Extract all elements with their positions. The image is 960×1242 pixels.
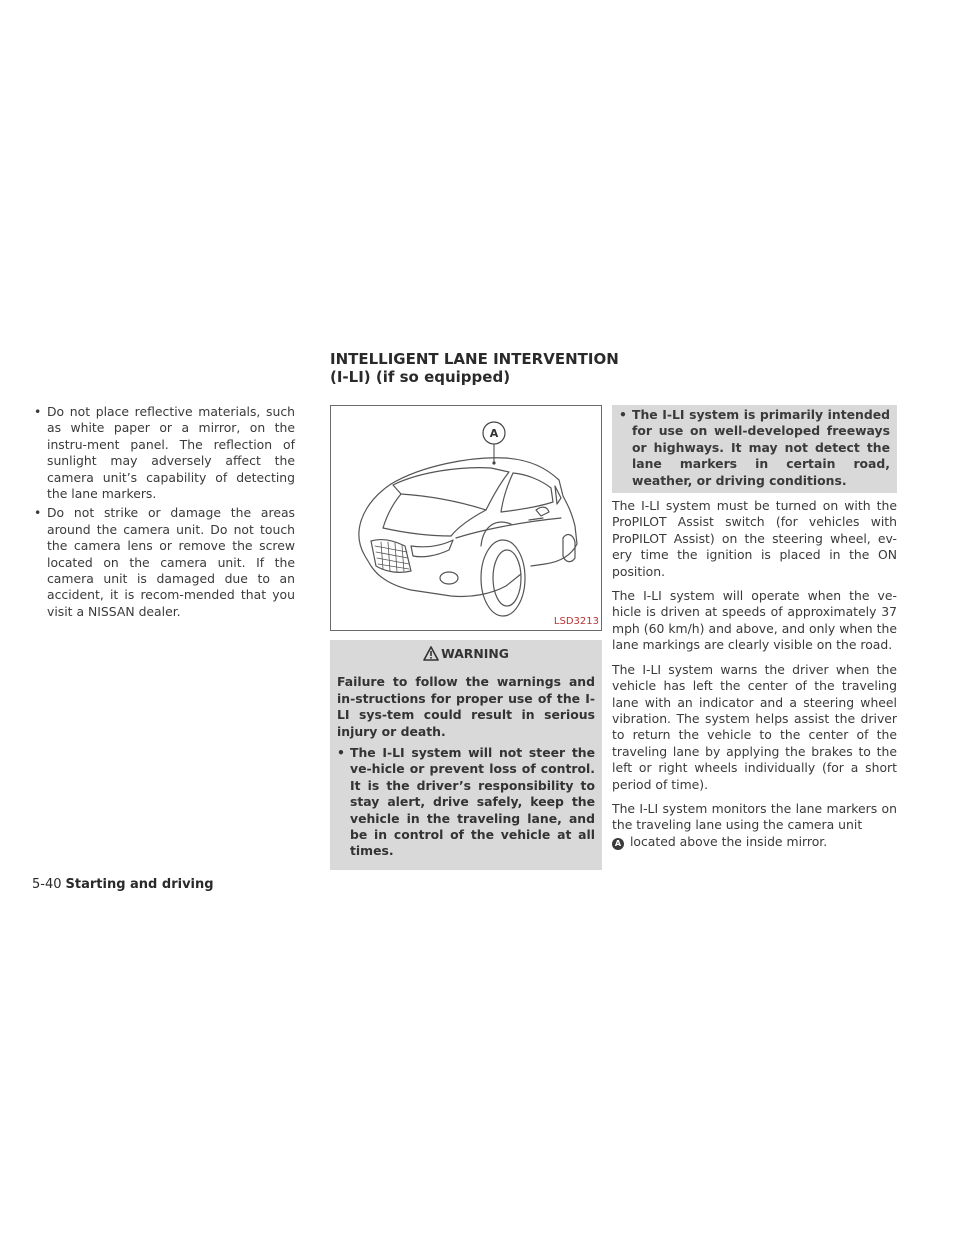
figure-code: LSD3213 xyxy=(553,615,599,627)
warning-bullet: • The I-LI system is primarily intended for use on well-developed freeways or highways. It may not detect the lane markers in certain road, weather, or driving conditions. xyxy=(619,407,890,489)
paragraph: The I-LI system will operate when the ve-hicle is driven at speeds of approximately 37 mph (60 km/h) and above, and only when the lane markings are clearly visible on the road. xyxy=(612,588,897,653)
callout-a-marker: A xyxy=(612,838,624,850)
left-column xyxy=(32,404,295,623)
warning-box-continued xyxy=(612,405,897,493)
warning-box xyxy=(330,640,602,870)
warning-title xyxy=(337,646,595,662)
section-heading-line1: INTELLIGENT LANE INTERVENTION xyxy=(330,350,619,368)
paragraph-text: The I-LI system monitors the lane markers on the traveling lane using the camera unit xyxy=(612,800,897,833)
car-figure xyxy=(330,405,602,631)
paragraph-tail: located above the inside mirror. xyxy=(629,833,828,849)
paragraph: The I-LI system must be turned on with the ProPILOT Assist switch (for vehicles with ProPILOT Assist) on the steering wheel, ev-ery time the ignition is placed in the ON position. xyxy=(612,498,897,579)
page-number: 5-40 xyxy=(32,877,62,892)
bullet-item: • Do not place reflective materials, such as white paper or a mirror, on the instru-ment panel. The reflection of sunlight may adversely affect the camera unit’s capability of detecting the lane markers. xyxy=(32,404,295,502)
section-name: Starting and driving xyxy=(65,877,214,892)
car-illustration xyxy=(331,406,601,630)
section-heading xyxy=(330,350,650,386)
paragraph-last xyxy=(612,801,897,850)
paragraph: The I-LI system warns the driver when the vehicle has left the center of the traveling lane with an indicator and a steering wheel vibration. The system helps assist the driver to return the vehicle to the center of the traveling lane by applying the brakes to the left or right wheels individually (for a short period of time). xyxy=(612,661,897,792)
section-heading-line2: (I-LI) (if so equipped) xyxy=(330,368,511,386)
warning-intro: Failure to follow the warnings and in-structions for proper use of the I-LI sys-tem could result in serious injury or death. xyxy=(337,674,595,739)
warning-title-text: WARNING xyxy=(441,646,509,661)
warning-bullet: • The I-LI system will not steer the ve-hicle or prevent loss of control. It is the driver’s responsibility to stay alert, drive safely, keep the vehicle in the traveling lane, and be in control of the vehicle at all times. xyxy=(337,745,595,860)
bullet-item: • Do not strike or damage the areas around the camera unit. Do not touch the camera lens or remove the screw located on the camera unit. If the camera unit is damaged due to an accident, it is recom-mended that you visit a NISSAN dealer. xyxy=(32,505,295,620)
page-footer xyxy=(32,877,214,892)
right-column xyxy=(612,405,897,858)
middle-column xyxy=(330,405,602,870)
figure-callout-a: A xyxy=(489,427,499,440)
warning-icon xyxy=(423,646,439,661)
